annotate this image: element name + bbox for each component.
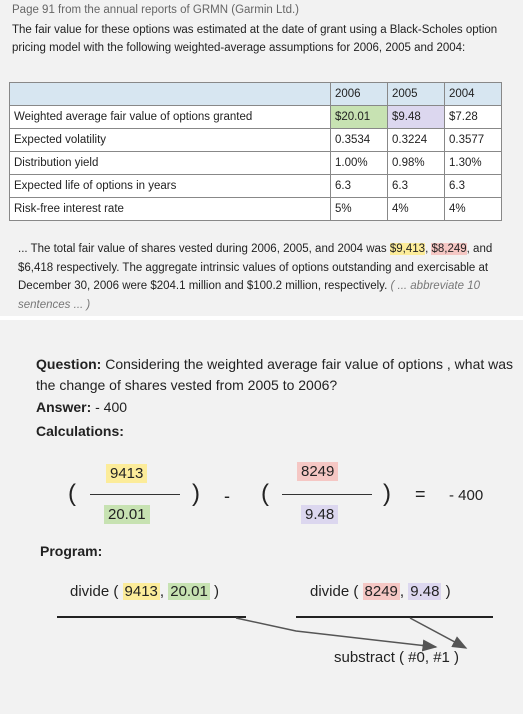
numerator-2006: 9413 <box>106 464 147 483</box>
abbreviation-note: ( ... abbreviate 10 sentences ... ) <box>18 280 480 311</box>
paragraph-text: ... The total fair value of shares vested during 2006, 2005, and 2004 was <box>18 243 390 255</box>
arrow-from-step-0 <box>236 618 436 647</box>
step-text: ) <box>445 583 451 600</box>
table-cell: 5% <box>331 198 388 221</box>
table-cell: 6.3 <box>445 175 502 198</box>
close-paren: ) <box>192 480 200 507</box>
table-cell: 4% <box>445 198 502 221</box>
source-line: Page 91 from the annual reports of GRMN (Garmin Ltd.) <box>12 4 299 16</box>
step-text: divide ( <box>310 583 359 600</box>
highlight-value-2005: $8,249 <box>431 243 467 255</box>
table-cell: $20.01 <box>331 106 388 129</box>
close-paren: ) <box>383 480 391 507</box>
row-label: Risk-free interest rate <box>10 198 331 221</box>
arrow-from-step-1 <box>410 618 466 648</box>
step-arg: 9413 <box>124 583 158 600</box>
row-label: Expected volatility <box>10 129 331 152</box>
calculations-label: Calculations: <box>36 423 124 439</box>
step-text: ) <box>213 583 219 600</box>
open-paren: ( <box>261 480 269 507</box>
answer-value: - 400 <box>95 399 128 415</box>
table-cell: 1.00% <box>331 152 388 175</box>
table-cell: $7.28 <box>445 106 502 129</box>
answer-label: Answer: <box>36 399 92 415</box>
denominator-2005: 9.48 <box>301 505 338 524</box>
step-text: , <box>159 583 165 600</box>
open-paren: ( <box>68 480 76 507</box>
table-cell: 6.3 <box>331 175 388 198</box>
table-cell: 4% <box>388 198 445 221</box>
table-cell: 1.30% <box>445 152 502 175</box>
program-final-step: substract ( #0, #1 ) <box>334 649 460 666</box>
table-cell: 0.3577 <box>445 129 502 152</box>
table-cell: 0.98% <box>388 152 445 175</box>
step-text: divide ( <box>70 583 119 600</box>
question-text: Considering the weighted average fair value of options , what was the change of shares vested from 2005 to 2006? <box>36 356 514 393</box>
paragraph-text: , <box>425 243 429 255</box>
row-label: Expected life of options in years <box>10 175 331 198</box>
table-cell: 6.3 <box>388 175 445 198</box>
header-cell: 2004 <box>445 83 502 106</box>
header-cell: 2005 <box>388 83 445 106</box>
minus-sign: - <box>224 486 230 506</box>
program-label: Program: <box>40 543 103 559</box>
row-label: Distribution yield <box>10 152 331 175</box>
step-text: , <box>399 583 405 600</box>
table-cell: $9.48 <box>388 106 445 129</box>
numerator-2005: 8249 <box>297 462 338 481</box>
table-cell: 0.3224 <box>388 129 445 152</box>
table-cell: 0.3534 <box>331 129 388 152</box>
intro-text: The fair value for these options was estimated at the date of grant using a Black-Scholes option pricing model with the following weighted-average assumptions for 2006, 2005 and 2004: <box>12 24 498 54</box>
denominator-2006: 20.01 <box>104 505 150 524</box>
formula-result: - 400 <box>449 487 484 504</box>
step-arg: 20.01 <box>170 583 208 600</box>
header-cell: 2006 <box>331 83 388 106</box>
step-arg: 9.48 <box>410 583 440 600</box>
equals-sign: = <box>415 484 426 504</box>
paragraph-text: , and $6,418 respectively. The aggregate intrinsic values of options outstanding and exercisable at December 30, 2006 were $204.1 million and $100.2 million, respectively. <box>18 243 493 292</box>
row-label: Weighted average fair value of options granted <box>10 106 331 129</box>
highlight-value-2006: $9,413 <box>389 243 426 255</box>
step-arg: 8249 <box>364 583 398 600</box>
question-label: Question: <box>36 356 102 372</box>
